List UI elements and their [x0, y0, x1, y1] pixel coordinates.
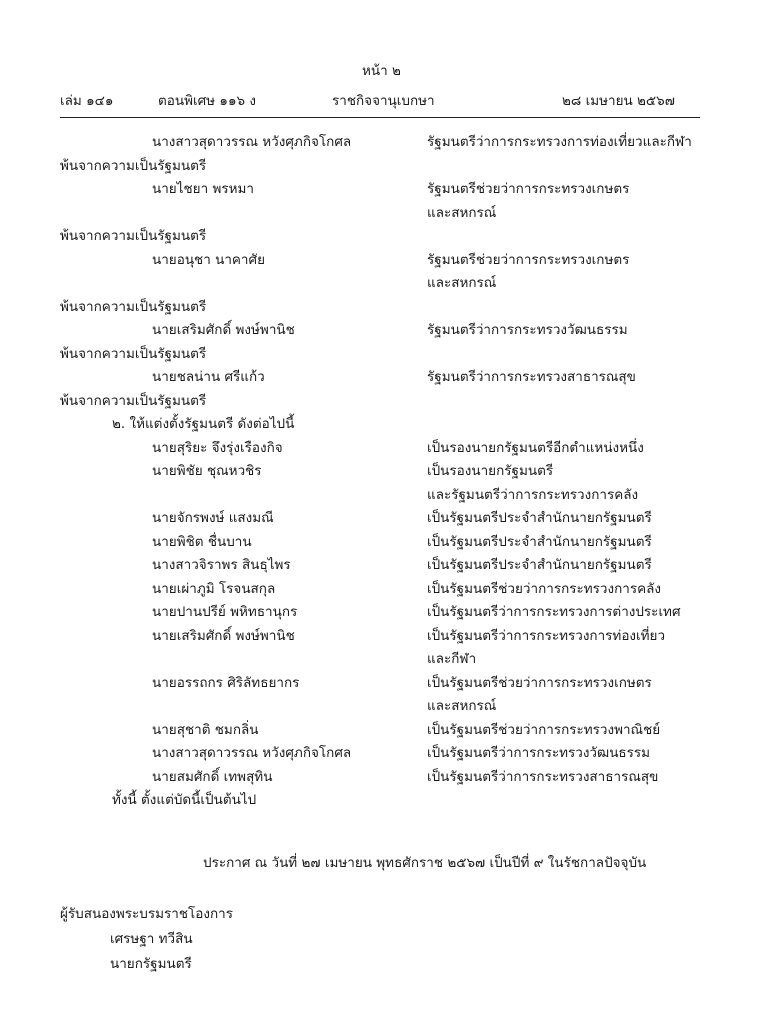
- appointment-position: เป็นรัฐมนตรีช่วยว่าการกระทรวงการคลัง: [427, 581, 661, 597]
- special-issue: ตอนพิเศษ ๑๑๖ ง: [158, 93, 256, 109]
- person-name: นายปานปรีย์ พหิทธานุกร: [152, 604, 298, 620]
- appointment-position: เป็นรัฐมนตรีว่าการกระทรวงวัฒนธรรม: [427, 745, 651, 761]
- person-name: นางสาวสุดาวรรณ หวังศุภกิจโกศล: [152, 134, 352, 150]
- person-name: นางสาวสุดาวรรณ หวังศุภกิจโกศล: [152, 745, 352, 761]
- appointment-position: เป็นรัฐมนตรีประจำสำนักนายกรัฐมนตรี: [427, 557, 652, 573]
- publication-date: ๒๘ เมษายน ๒๕๖๗: [562, 93, 675, 109]
- person-name: นายสุริยะ จึงรุ่งเรืองกิจ: [152, 440, 283, 456]
- header-divider: [60, 117, 700, 118]
- signatory-title: นายกรัฐมนตรี: [110, 956, 192, 972]
- position-title: รัฐมนตรีว่าการกระทรวงสาธารณสุข: [427, 369, 636, 385]
- dismissal-note: พ้นจากความเป็นรัฐมนตรี: [60, 393, 207, 409]
- page-number: หน้า ๒: [362, 63, 401, 79]
- person-name: นายสมศักดิ์ เทพสุทิน: [152, 769, 273, 785]
- position-title: และสหกรณ์: [427, 275, 497, 291]
- appointment-position: และกีฬา: [427, 651, 477, 667]
- position-title: รัฐมนตรีว่าการกระทรวงการท่องเที่ยวและกีฬา: [427, 134, 692, 150]
- person-name: นายอรรถกร ศิริลัทธยากร: [152, 675, 300, 691]
- dismissal-note: พ้นจากความเป็นรัฐมนตรี: [60, 346, 207, 362]
- appointment-position: เป็นรัฐมนตรีว่าการกระทรวงการต่างประเทศ: [427, 604, 681, 620]
- dismissal-note: พ้นจากความเป็นรัฐมนตรี: [60, 228, 207, 244]
- volume-number: เล่ม ๑๔๑: [60, 93, 114, 109]
- appointment-position: และสหกรณ์: [427, 698, 497, 714]
- position-title: และสหกรณ์: [427, 205, 497, 221]
- appointment-position: เป็นรองนายกรัฐมนตรี: [427, 463, 554, 479]
- person-name: นายพิชัย ชุณหวชิร: [152, 463, 262, 479]
- proclamation-line: ประกาศ ณ วันที่ ๒๗ เมษายน พุทธศักราช ๒๕๖๗ เป็นปีที่ ๙ ในรัชกาลปัจจุบัน: [203, 855, 647, 871]
- person-name: นายชลน่าน ศรีแก้ว: [152, 369, 265, 385]
- signatory-name: เศรษฐา ทวีสิน: [110, 931, 193, 947]
- person-name: นายพิชิต ชื่นบาน: [152, 534, 252, 550]
- person-name: นายอนุชา นาคาศัย: [152, 252, 265, 268]
- appointment-position: และรัฐมนตรีว่าการกระทรวงการคลัง: [427, 487, 639, 503]
- appointment-position: เป็นรัฐมนตรีว่าการกระทรวงสาธารณสุข: [427, 769, 659, 785]
- person-name: นายเสริมศักดิ์ พงษ์พานิช: [152, 322, 295, 338]
- dismissal-note: พ้นจากความเป็นรัฐมนตรี: [60, 299, 207, 315]
- appointment-position: เป็นรัฐมนตรีประจำสำนักนายกรัฐมนตรี: [427, 534, 652, 550]
- position-title: รัฐมนตรีช่วยว่าการกระทรวงเกษตร: [427, 252, 630, 268]
- position-title: รัฐมนตรีช่วยว่าการกระทรวงเกษตร: [427, 181, 630, 197]
- effective-clause: ทั้งนี้ ตั้งแต่บัดนี้เป็นต้นไป: [112, 792, 257, 808]
- person-name: นายเผ่าภูมิ โรจนสกุล: [152, 581, 276, 597]
- person-name: นายเสริมศักดิ์ พงษ์พานิช: [152, 628, 295, 644]
- person-name: นายไชยา พรหมา: [152, 181, 254, 197]
- section-heading: ๒. ให้แต่งตั้งรัฐมนตรี ดังต่อไปนี้: [112, 416, 295, 432]
- person-name: นายสุชาติ ชมกลิ่น: [152, 722, 259, 738]
- countersign-label: ผู้รับสนองพระบรมราชโองการ: [60, 906, 233, 922]
- person-name: นางสาวจิราพร สินธุไพร: [152, 557, 291, 573]
- appointment-position: เป็นรัฐมนตรีว่าการกระทรวงการท่องเที่ยว: [427, 628, 666, 644]
- appointment-position: เป็นรัฐมนตรีช่วยว่าการกระทรวงพาณิชย์: [427, 722, 661, 738]
- appointment-position: เป็นรัฐมนตรีช่วยว่าการกระทรวงเกษตร: [427, 675, 652, 691]
- dismissal-note: พ้นจากความเป็นรัฐมนตรี: [60, 158, 207, 174]
- person-name: นายจักรพงษ์ แสงมณี: [152, 510, 274, 526]
- position-title: รัฐมนตรีว่าการกระทรวงวัฒนธรรม: [427, 322, 628, 338]
- gazette-name: ราชกิจจานุเบกษา: [332, 93, 435, 109]
- appointment-position: เป็นรองนายกรัฐมนตรีอีกตำแหน่งหนึ่ง: [427, 440, 644, 456]
- appointment-position: เป็นรัฐมนตรีประจำสำนักนายกรัฐมนตรี: [427, 510, 652, 526]
